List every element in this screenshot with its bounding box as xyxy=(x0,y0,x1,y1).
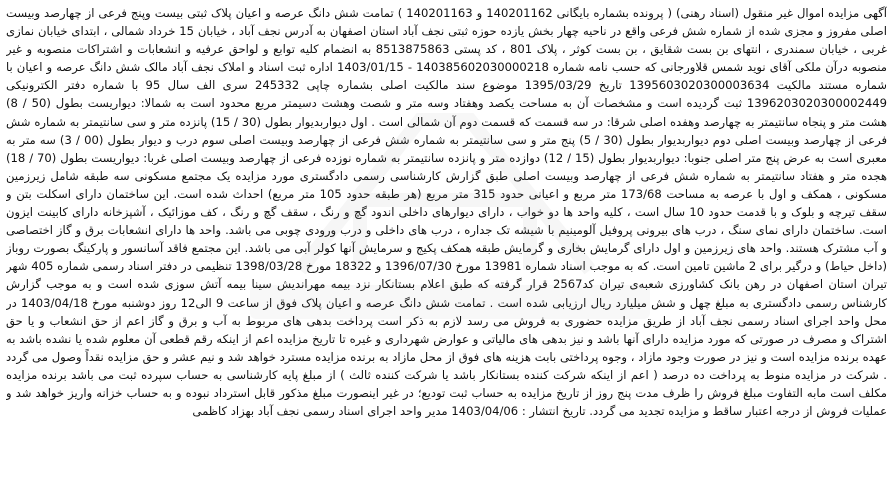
notice-body-text: آگهی مزایده اموال غیر منقول (اسناد رهنی) ( پرونده بشماره بایگانی 140201162 و 140201163 ) تمامت شش دانگ عرصه و اعیان پلاک ثبتی بیست وپنج فرعی از چهارصد وبیست اصلی مفروز و مجزی شده از شماره شش فرعی واقع در ناحیه چهار بخش یازده حوزه ثبتی نجف آباد استان اصفهان به آدرس نجف آباد ، خیابان 15 خرداد شمالی ، ابتدای خیابان نمازی غربی ، خیابان سمندری ، انتهای بن بست شقایق ، بن بست کوثر ، پلاک 801 ، کد پستی 8513875863 به انضمام کلیه توابع و لواحق عرفیه و انشعابات و اشتراکات منصوبه و غیر منصوبه درآن ملکی آقای نوید شمس قلاورجانی که حسب نامه شماره 1403856020300002​18 - 1403/01/15 اداره ثبت اسناد و املاک نجف آباد مالک شش دانگ عرصه و اعیان با شماره مستند مالکیت 13956030203000036​34 تاریخ 1395/03/29 موضوع سند مالکیت اصلی بشماره چاپی 245332 سری الف سال 95 با شماره دفتر الکترونیکی 13962030203000024​49 ثبت گردیده است و مشخصات آن به مساحت یکصد وهفتاد وسه متر و شصت وهشت دسیمتر مربع محدود است به شمالا: دیواریست بطول (50 / 8) هشت متر و پنجاه سانتیمتر به چهارصد وهفده اصلی شرقا: در سه قسمت که قسمت دوم آن شمالی است . اول دیواربدیوار بطول (30 / 15) پانزده متر و سی سانتیمتر به شماره شش فرعی از چهارصد وبیست اصلی دوم دیواربدیوار بطول (30 / 5) پنج متر و سی سانتیمتر به شماره شش فرعی از چهارصد وبیست اصلی سوم درب و دیوار بطول (00 / 3) سه متر به معبری است به عرض پنج متر اصلی جنوبا: دیواربدیوار بطول (15 / 12) دوازده متر و پانزده سانتیمتر به شماره نوزده فرعی از چهارصد وبیست اصلی غربا: دیواریست بطول (70 / 18) هجده متر و هفتاد سانتیمتر به شماره شش فرعی از چهارصد وبیست اصلی طبق گزارش کارشناسی رسمی دادگستری مورد مزایده یک مجتمع مسکونی سه طبقه شامل زیرزمین مسکونی ، همکف و اول با عرصه به مساحت 173/68 متر مربع و اعیانی حدود 315 متر مربع (هر طبقه حدود 105 متر مربع) احداث شده است. این ساختمان دارای اسکلت بتن و سقف تیرچه و بلوک و با قدمت حدود 10 سال است ، کلیه واحد ها دو خواب ، دارای دیوارهای داخلی اندود گچ و رنگ ، سقف گچ و رنگ ، کف موزائیک ، آشپزخانه دارای کابینت ایزون است. ساختمان دارای نمای سنگ ، درب های بیرونی پروفیل آلومینیم با شیشه تک جداره ، درب های داخلی و درب ورودی چوبی می باشد. واحد ها دارای انشعابات برق و گاز اختصاصی و آب مشترک هستند. واحد های زیرزمین و اول دارای گرمایش بخاری و گرمایش طبقه همکف پکیج و سرمایش آنها کولر آبی می باشد. این مجتمع فاقد آسانسور و پارکینگ بصورت روباز (داخل حیاط) و درگیر برای 2 ماشین تامین است. که به موجب اسناد شماره 13981 مورخ 1396/07/30 و 18322 مورخ 1398/03/28 تنظیمی در دفتر اسناد رسمی شماره 405 شهر تیران استان اصفهان در رهن بانک کشاورزی شعبه‌ی تیران کد2567 قرار گرفته که طبق اعلام بستانکار نزد بیمه مهراندیش سینا بیمه آتش سوزی شده است و به موجب گزارش کارشناس رسمی دادگستری به مبلغ چهل و شش میلیارد ریال ارزیابی شده است . تمامت شش دانگ عرصه و اعیان پلاک فوق از ساعت 9 الی12 روز دوشنبه مورخ 1403/04/18 در محل واحد اجرای اسناد رسمی نجف آباد از طریق مزایده حضوری به فروش می رسد لازم به ذکر است پرداخت بدهی های مربوط به آب و برق و گاز اعم از حق انشعاب و یا حق اشتراک و مصرف در صورتی که مورد مزایده دارای آنها باشد و نیز بدهی های مالیاتی و عوارض شهرداری و غیره تا تاریخ مزایده اعم از اینکه رقم قطعی آن معلوم شده یا نشده باشد به عهده برنده مزایده است و نیز در صورت وجود مازاد ، وجوه پرداختی بابت هزینه های فوق از محل مازاد به برنده مزایده مسترد خواهد شد و نیم عشر و حق مزایده نقداً وصول می گردد . شرکت در مزایده منوط به پرداخت ده درصد ( اعم از اینکه شرکت کننده بستانکار باشد یا شرکت کننده ثالث ) از مبلغ پایه کارشناسی به حساب سپرده ثبت می باشد برنده مزایده مکلف است مابه التفاوت مبلغ فروش را ظرف مدت پنج روز از تاریخ مزایده به حساب ثبت تودیع؛ در غیر اینصورت مبلغ مذکور قابل استرداد نبوده و به حساب خزانه واریز خواهد شد و عملیات فروش از درجه اعتبار ساقط و مزایده تجدید می گردد. تاریخ انتشار : 1403/04/06 مدیر واحد اجرای اسناد رسمی نجف آباد بهزاد کاظمی xyxy=(6,6,887,419)
auction-notice xyxy=(6,4,887,487)
